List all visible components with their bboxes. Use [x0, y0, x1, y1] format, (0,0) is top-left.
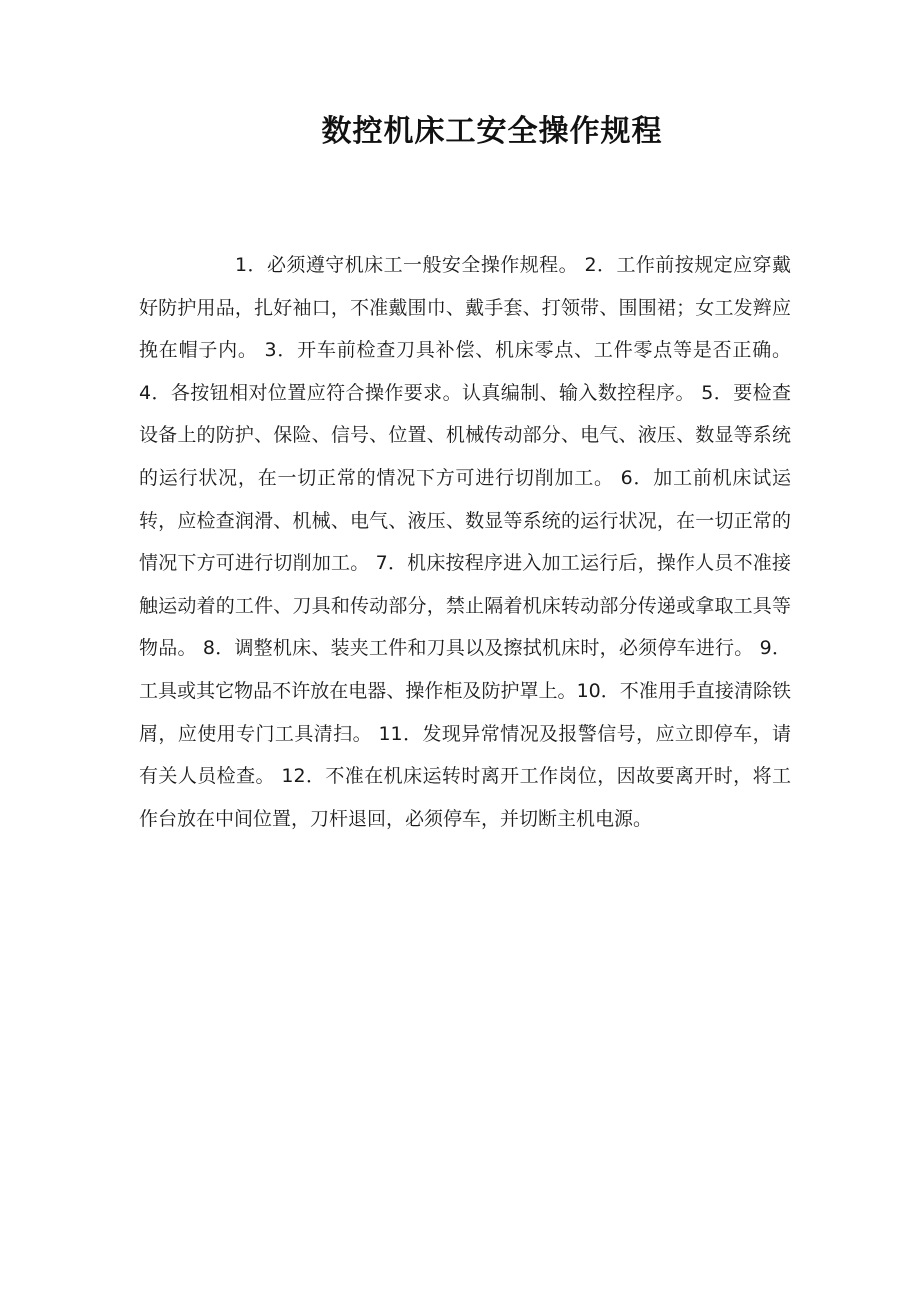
document-body: 1．必须遵守机床工一般安全操作规程。 2．工作前按规定应穿戴好防护用品，扎好袖口，不准戴围巾、戴手套、打领带、围围裙；女工发辫应挽在帽子内。 3．开车前检查刀具补偿、机床零点、工件零点等是否正确。 4．各按钮相对位置应符合操作要求。认真编制、输入数控程序。 5．要检查设备上的防护、保险、信号、位置、机械传动部分、电气、液压、数显等系统的运行状况，在一切正常的情况下方可进行切削加工。 6．加工前机床试运转，应检查润滑、机械、电气、液压、数显等系统的运行状况，在一切正常的情况下方可进行切削加工。 7．机床按程序进入加工运行后，操作人员不准接触运动着的工件、刀具和传动部分，禁止隔着机床转动部分传递或拿取工具等物品。 8．调整机床、装夹工件和刀具以及擦拭机床时，必须停车进行。 9．工具或其它物品不许放在电器、操作柜及防护罩上。10．不准用手直接清除铁屑，应使用专门工具清扫。 11．发现异常情况及报警信号，应立即停车，请有关人员检查。 12．不准在机床运转时离开工作岗位，因故要离开时，将工作台放在中间位置，刀杆退回，必须停车，并切断主机电源。: [139, 254, 791, 830]
document-title: 数控机床工安全操作规程: [321, 114, 663, 149]
